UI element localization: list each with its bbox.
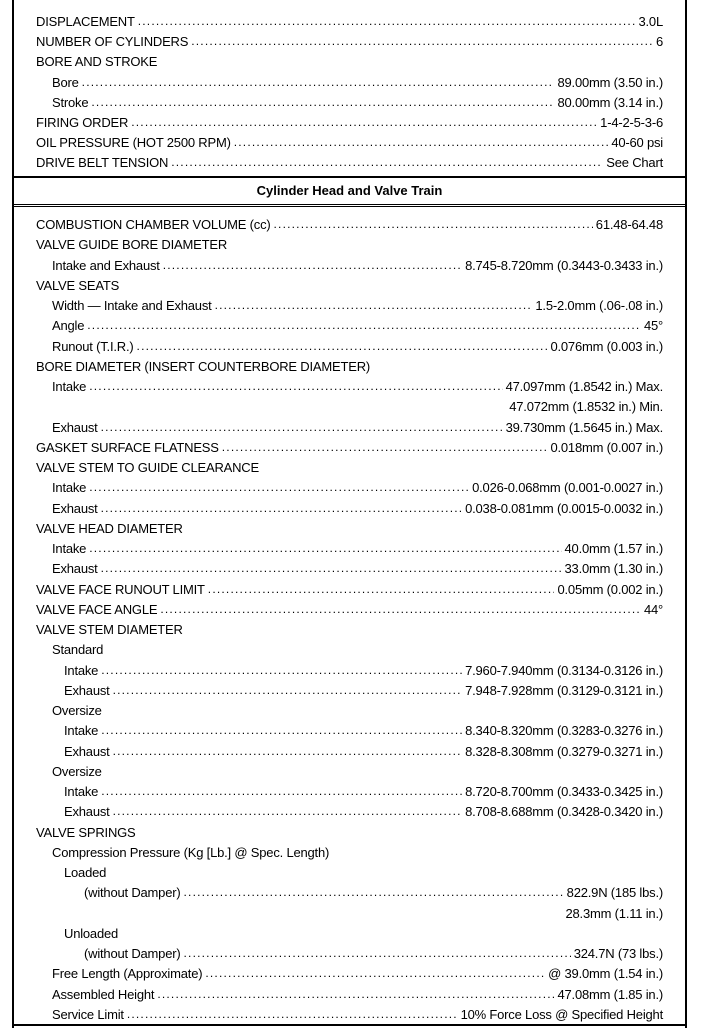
dot-leader: [101, 723, 462, 738]
dot-leader: [113, 744, 463, 759]
spec-row: [14, 597, 685, 617]
dot-leader: [101, 784, 462, 799]
spec-row: [14, 860, 685, 880]
spec-label: GASKET SURFACE FLATNESS: [36, 439, 219, 455]
section-divider-bottom: [14, 204, 685, 207]
dot-leader: [89, 480, 469, 495]
spec-label: VALVE HEAD DIAMETER: [36, 520, 183, 536]
spec-label: BORE DIAMETER (INSERT COUNTERBORE DIAMETER): [36, 358, 371, 374]
spec-row: [14, 29, 685, 49]
section-title: Cylinder Head and Valve Train: [256, 183, 443, 198]
dot-leader: [87, 318, 641, 333]
spec-row: [14, 394, 685, 414]
dot-leader: [127, 1007, 458, 1022]
spec-value: 822.9N (185 lbs.): [566, 885, 663, 901]
spec-label: Exhaust: [52, 561, 98, 577]
spec-label: Intake: [64, 723, 99, 739]
spec-row: [14, 1002, 685, 1022]
dot-leader: [131, 115, 597, 130]
spec-label: COMBUSTION CHAMBER VOLUME (cc): [36, 217, 271, 232]
spec-label: Intake and Exhaust: [52, 257, 160, 273]
spec-row: [14, 678, 685, 698]
spec-value: 40.0mm (1.57 in.): [564, 541, 663, 556]
spec-label: DISPLACEMENT: [36, 14, 135, 29]
spec-value: 0.018mm (0.007 in.): [550, 439, 663, 455]
dot-leader: [138, 14, 636, 29]
spec-label: Exhaust: [64, 682, 110, 698]
spec-row: [14, 840, 685, 860]
spec-label: Width — Intake and Exhaust: [52, 298, 212, 313]
spec-value: @ 39.0mm (1.54 in.): [548, 966, 663, 982]
spec-label: VALVE FACE ANGLE: [36, 601, 158, 617]
dot-leader: [160, 602, 641, 617]
spec-label: DRIVE BELT TENSION: [36, 155, 169, 171]
dot-leader: [184, 885, 564, 900]
spec-label: Intake: [52, 480, 87, 496]
spec-row: [14, 374, 685, 394]
spec-value: 8.328-8.308mm (0.3279-0.3271 in.): [465, 743, 663, 759]
spec-value: 61.48-64.48: [595, 217, 663, 232]
spec-value: 8.340-8.320mm (0.3283-0.3276 in.): [465, 723, 663, 739]
spec-row: [14, 9, 685, 29]
spec-row: [14, 516, 685, 536]
spec-label: VALVE SPRINGS: [36, 824, 136, 840]
dot-leader: [82, 75, 555, 90]
spec-label: Free Length (Approximate): [52, 966, 203, 982]
spec-row: [14, 799, 685, 819]
spec-row: [14, 759, 685, 779]
spec-label: Intake: [64, 784, 99, 799]
spec-row: [14, 982, 685, 1002]
dot-leader: [163, 258, 462, 273]
spec-label: FIRING ORDER: [36, 115, 129, 130]
spec-row: [14, 880, 685, 900]
spec-row: [14, 90, 685, 110]
dot-leader: [208, 582, 555, 597]
spec-row: [14, 779, 685, 799]
dot-leader: [222, 440, 548, 455]
spec-row: [14, 212, 685, 232]
spec-value: 10% Force Loss @ Specified Height: [460, 1006, 663, 1022]
spec-label: VALVE STEM DIAMETER: [36, 622, 183, 637]
spec-row: [14, 130, 685, 150]
dot-leader: [113, 804, 463, 819]
spec-row: [14, 941, 685, 961]
spec-value: 7.948-7.928mm (0.3129-0.3121 in.): [465, 682, 663, 698]
spec-row: [14, 739, 685, 759]
spec-label: Bore: [52, 74, 79, 90]
spec-value: 7.960-7.940mm (0.3134-0.3126 in.): [465, 662, 663, 678]
spec-row: [14, 415, 685, 435]
spec-label: Exhaust: [64, 743, 110, 759]
spec-value: 44°: [643, 601, 663, 617]
spec-document: [12, 0, 687, 1028]
spec-row: [14, 49, 685, 69]
spec-row: [14, 658, 685, 678]
dot-leader: [113, 683, 463, 698]
spec-label: (without Damper): [84, 946, 181, 961]
spec-row: [14, 556, 685, 576]
spec-value: 80.00mm (3.14 in.): [557, 94, 663, 110]
spec-label: Intake: [52, 541, 87, 556]
spec-label: VALVE GUIDE BORE DIAMETER: [36, 237, 228, 253]
spec-row: [14, 901, 685, 921]
spec-value: 6: [655, 34, 663, 50]
bottom-rule: [14, 1024, 685, 1026]
spec-row: [14, 354, 685, 374]
spec-value: 3.0L: [638, 14, 663, 29]
spec-row: [14, 455, 685, 475]
spec-value: 89.00mm (3.50 in.): [557, 74, 663, 90]
dot-leader: [205, 966, 545, 981]
spec-label: Exhaust: [52, 500, 98, 516]
spec-row: [14, 313, 685, 333]
spec-value: 8.720-8.700mm (0.3433-0.3425 in.): [465, 784, 663, 799]
spec-value: 1.5-2.0mm (.06-.08 in.): [535, 298, 663, 313]
dot-leader: [101, 501, 463, 516]
spec-row: [14, 273, 685, 293]
spec-value: 1-4-2-5-3-6: [600, 115, 663, 130]
dot-leader: [184, 946, 571, 961]
spec-value: 0.026-0.068mm (0.001-0.0027 in.): [472, 480, 663, 496]
spec-value: See Chart: [606, 155, 663, 171]
section-divider-top: [14, 176, 685, 178]
dot-leader: [157, 987, 554, 1002]
dot-leader: [137, 339, 548, 354]
spec-row: [14, 820, 685, 840]
spec-row: [14, 293, 685, 313]
spec-label: Intake: [52, 379, 87, 394]
spec-label: OIL PRESSURE (HOT 2500 RPM): [36, 135, 231, 151]
spec-label: Service Limit: [52, 1006, 124, 1022]
dot-leader: [191, 34, 653, 49]
dot-leader: [101, 420, 503, 435]
spec-row: [14, 110, 685, 130]
spec-label: VALVE FACE RUNOUT LIMIT: [36, 581, 205, 597]
spec-label: Loaded: [64, 865, 107, 880]
spec-value: 8.745-8.720mm (0.3443-0.3433 in.): [465, 257, 663, 273]
spec-row: [14, 150, 685, 170]
dot-leader: [171, 155, 603, 170]
spec-label: Oversize: [52, 703, 102, 718]
spec-label: Unloaded: [64, 925, 119, 941]
spec-row: [14, 496, 685, 516]
spec-label: Exhaust: [64, 804, 110, 820]
spec-label: Angle: [52, 318, 85, 334]
spec-row: [14, 536, 685, 556]
dot-leader: [89, 379, 502, 394]
spec-row: [14, 435, 685, 455]
spec-label: Intake: [64, 662, 99, 678]
spec-row: [14, 475, 685, 495]
dot-leader: [91, 95, 554, 110]
spec-row: [14, 637, 685, 657]
spec-value: 0.05mm (0.002 in.): [557, 581, 663, 597]
spec-value: 40-60 psi: [611, 135, 663, 151]
spec-row: [14, 718, 685, 738]
spec-row: [14, 577, 685, 597]
spec-value: 47.097mm (1.8542 in.) Max.: [505, 379, 663, 394]
spec-label: Exhaust: [52, 419, 98, 435]
spec-value: 33.0mm (1.30 in.): [564, 561, 663, 577]
dot-leader: [215, 298, 533, 313]
spec-label: NUMBER OF CYLINDERS: [36, 34, 189, 50]
spec-label: (without Damper): [84, 885, 181, 901]
spec-row: [14, 232, 685, 252]
dot-leader: [89, 541, 561, 556]
spec-value: 28.3mm (1.11 in.): [565, 905, 663, 921]
spec-row: [14, 70, 685, 90]
spec-label: VALVE STEM TO GUIDE CLEARANCE: [36, 460, 259, 475]
spec-label: Stroke: [52, 94, 89, 110]
spec-row: [14, 253, 685, 273]
spec-value: 47.08mm (1.85 in.): [557, 986, 663, 1002]
spec-label: Compression Pressure (Kg [Lb.] @ Spec. Length): [52, 844, 330, 860]
spec-row: [14, 698, 685, 718]
spec-label: BORE AND STROKE: [36, 54, 158, 70]
spec-row: [14, 334, 685, 354]
spec-value: 324.7N (73 lbs.): [573, 946, 663, 961]
spec-label: Runout (T.I.R.): [52, 338, 134, 354]
spec-value: 47.072mm (1.8532 in.) Min.: [509, 399, 663, 415]
spec-value: 39.730mm (1.5645 in.) Max.: [505, 419, 663, 435]
dot-leader: [234, 135, 609, 150]
spec-value: 0.038-0.081mm (0.0015-0.0032 in.): [465, 500, 663, 516]
spec-row: [14, 921, 685, 941]
dot-leader: [101, 663, 462, 678]
spec-label: Oversize: [52, 763, 102, 779]
spec-label: Standard: [52, 642, 104, 658]
spec-value: 8.708-8.688mm (0.3428-0.3420 in.): [465, 804, 663, 820]
dot-leader: [101, 561, 562, 576]
spec-row: [14, 961, 685, 981]
dot-leader: [274, 217, 593, 232]
spec-value: 0.076mm (0.003 in.): [550, 338, 663, 354]
spec-value: 45°: [643, 318, 663, 334]
spec-row: [14, 617, 685, 637]
spec-label: VALVE SEATS: [36, 277, 120, 293]
spec-label: Assembled Height: [52, 986, 155, 1002]
